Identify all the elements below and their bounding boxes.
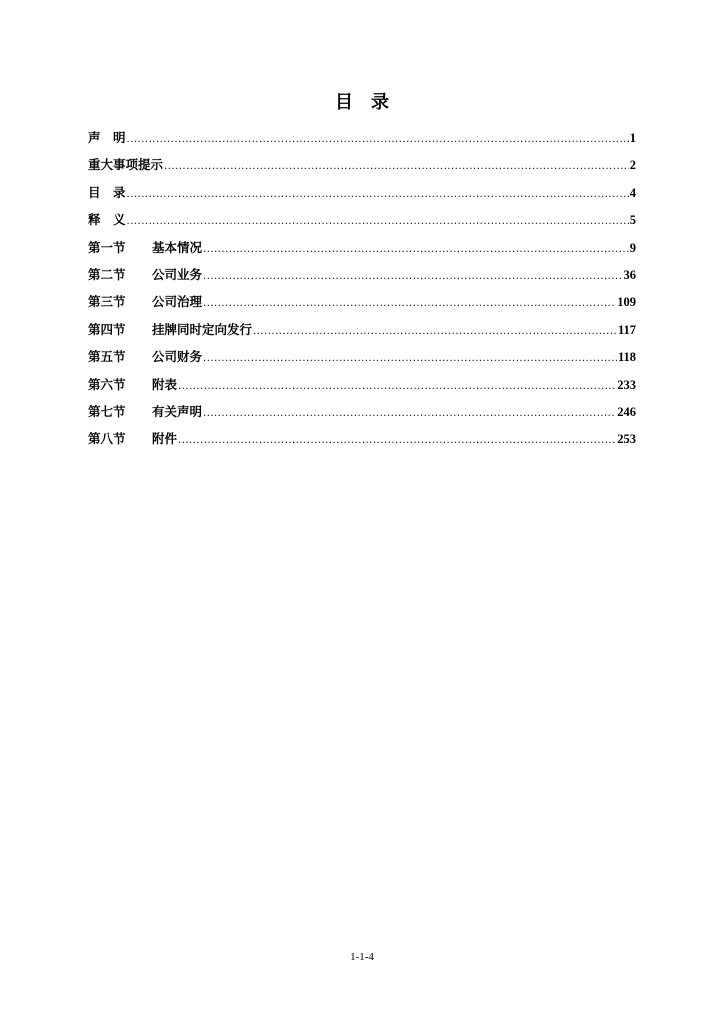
- page-title-right: 录: [371, 92, 389, 113]
- toc-entry-declaration[interactable]: [88, 128, 636, 155]
- toc-entry-page: 1: [629, 131, 636, 145]
- toc-section-number: 第五节: [88, 349, 126, 365]
- toc-entry-section-1[interactable]: [88, 238, 636, 265]
- toc-section-number: 第三节: [88, 294, 126, 310]
- table-of-contents: [88, 128, 636, 457]
- toc-entry-major-matters[interactable]: [88, 155, 636, 182]
- toc-entry-label: 附件: [152, 431, 178, 447]
- toc-entry-label: 公司治理: [152, 294, 203, 310]
- toc-entry-section-6[interactable]: [88, 375, 636, 402]
- toc-entry-contents[interactable]: [88, 183, 636, 210]
- toc-entry-section-4[interactable]: [88, 320, 636, 347]
- toc-entry-page: 109: [617, 295, 636, 310]
- toc-entry-label: 公司业务: [152, 266, 203, 282]
- page-title-left: 目: [335, 92, 353, 113]
- toc-section-number: 第一节: [88, 239, 126, 255]
- toc-entry-page: 233: [617, 377, 636, 392]
- toc-dot-leader: [127, 185, 629, 200]
- toc-entry-label: 挂牌同时定向发行: [152, 321, 253, 337]
- toc-entry-page: 117: [617, 322, 636, 337]
- toc-entry-page: 246: [617, 404, 636, 419]
- toc-dot-leader: [178, 431, 616, 446]
- toc-entry-page: 2: [629, 158, 636, 173]
- toc-dot-leader: [203, 349, 617, 364]
- toc-entry-section-7[interactable]: [88, 402, 636, 429]
- toc-dot-leader: [164, 157, 629, 172]
- toc-entry-label: 公司财务: [152, 349, 203, 365]
- toc-dot-leader: [203, 240, 629, 255]
- toc-entry-page: 9: [629, 240, 636, 255]
- toc-dot-leader: [203, 404, 616, 419]
- toc-entry-section-5[interactable]: [88, 347, 636, 374]
- toc-entry-label: 有关声明: [152, 403, 203, 419]
- toc-entry-page: 4: [629, 185, 636, 200]
- toc-dot-leader: [127, 130, 629, 145]
- toc-dot-leader: [203, 294, 616, 309]
- toc-entry-page: 36: [623, 267, 636, 282]
- toc-dot-leader: [203, 267, 622, 282]
- toc-entry-label: 基本情况: [152, 239, 203, 255]
- toc-dot-leader: [253, 322, 617, 337]
- page-title: [0, 88, 724, 114]
- toc-entry-label: 重大事项提示: [88, 157, 164, 173]
- toc-entry-page: 5: [629, 213, 636, 228]
- toc-entry-label: 声 明: [88, 130, 126, 145]
- toc-dot-leader: [178, 377, 616, 392]
- toc-entry-section-2[interactable]: [88, 265, 636, 292]
- toc-entry-label: 释 义: [88, 212, 126, 228]
- toc-entry-page: 253: [617, 432, 636, 447]
- toc-section-number: 第八节: [88, 431, 126, 447]
- toc-entry-label: 附表: [152, 376, 178, 392]
- toc-section-number: 第二节: [88, 266, 126, 282]
- toc-section-number: 第四节: [88, 321, 126, 337]
- toc-entry-page: 118: [617, 350, 636, 365]
- toc-entry-definitions[interactable]: [88, 210, 636, 237]
- toc-dot-leader: [127, 212, 629, 227]
- toc-section-number: 第六节: [88, 376, 126, 392]
- toc-entry-section-8[interactable]: [88, 429, 636, 456]
- toc-entry-section-3[interactable]: [88, 292, 636, 319]
- toc-section-number: 第七节: [88, 403, 126, 419]
- page-number: 1-1-4: [350, 951, 374, 963]
- toc-entry-label: 目 录: [88, 184, 126, 200]
